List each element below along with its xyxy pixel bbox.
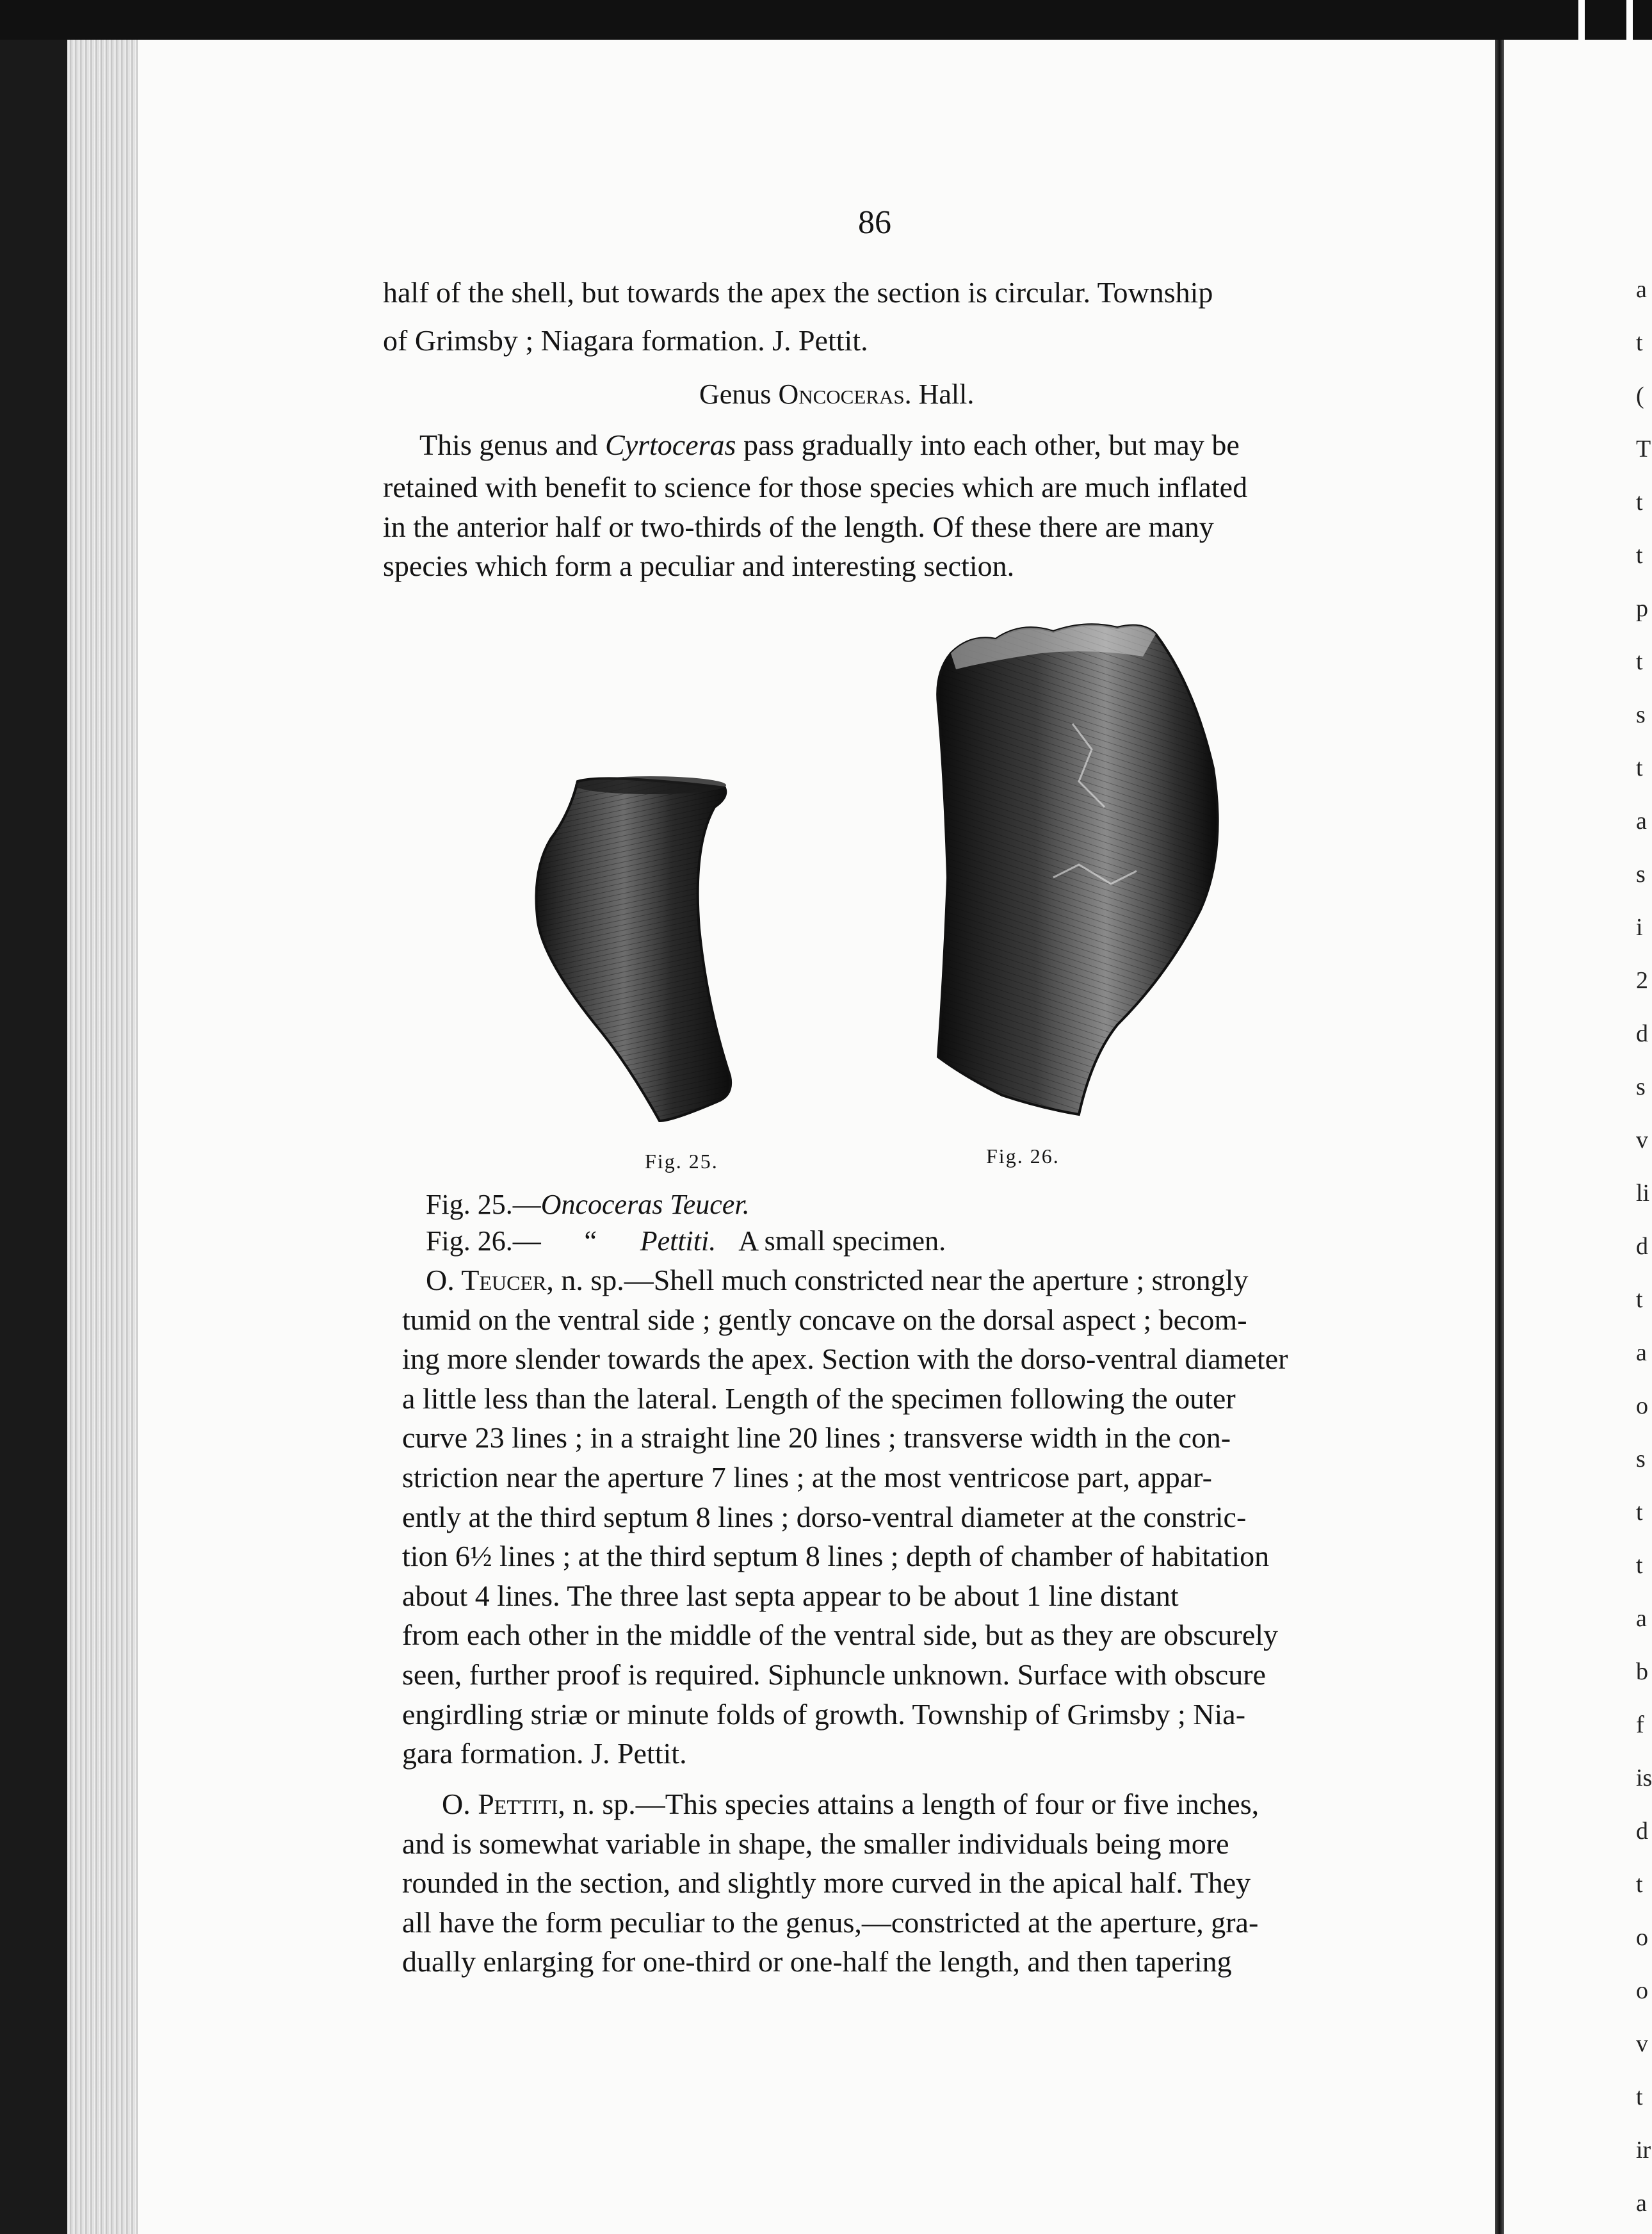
genus-heading-prefix: Genus (699, 379, 779, 410)
oncoceras-pettiti-fossil-icon (925, 608, 1239, 1121)
genus-heading-author: . Hall. (904, 379, 975, 410)
scan-edge-mark (1578, 0, 1585, 40)
text-line: striction near the aperture 7 lines ; at the most ventricose part, appar- (402, 1461, 1212, 1494)
species-name: O. Teucer (426, 1264, 547, 1296)
facing-page-fragment: t (1636, 1871, 1643, 1898)
page-stack-edge (67, 40, 138, 2234)
text-line: curve 23 lines ; in a straight line 20 lines ; transverse width in the con- (402, 1421, 1231, 1455)
text-line: all have the form peculiar to the genus,—constricted at the aperture, gra- (402, 1905, 1259, 1939)
text-line: ing more slender towards the apex. Section with the dorso-ventral diameter (402, 1342, 1288, 1376)
oncoceras-teucer-fossil-icon (525, 762, 756, 1134)
facing-page-fragment: ir (1636, 2137, 1651, 2164)
text-line: rounded in the section, and slightly more curved in the apical half. They (402, 1866, 1251, 1899)
text-line: gara formation. J. Pettit. (402, 1737, 687, 1770)
facing-page-fragment: d (1636, 1233, 1648, 1260)
facing-page-fragment: b (1636, 1658, 1648, 1685)
facing-page-fragment: i (1636, 914, 1643, 941)
text-line: ently at the third septum 8 lines ; dorso-ventral diameter at the constric- (402, 1500, 1247, 1533)
facing-page (1504, 40, 1652, 2234)
facing-page-fragment: o (1636, 1924, 1648, 1951)
book-gutter (1495, 40, 1504, 2234)
facing-page-fragment: 2 (1636, 967, 1648, 994)
text-line: from each other in the middle of the ventral side, but as they are obscurely (402, 1618, 1279, 1652)
facing-page-fragment: li (1636, 1180, 1650, 1207)
figure-explanation-25: Fig. 25.—Oncoceras Teucer. (426, 1189, 750, 1220)
facing-page-fragment: ( (1636, 382, 1644, 409)
facing-page-fragment: d (1636, 1020, 1648, 1047)
scan-top-border (0, 0, 1652, 40)
text-line: of Grimsby ; Niagara formation. J. Pettit. (383, 324, 868, 357)
facing-page-fragment: T (1636, 436, 1651, 462)
facing-page-fragment: v (1636, 2030, 1648, 2057)
genus-paragraph-line: retained with benefit to science for those species which are much inflated (383, 471, 1248, 503)
text-line: half of the shell, but towards the apex the section is circular. Township (383, 276, 1213, 309)
text-line: engirdling striæ or minute folds of growth. Township of Grimsby ; Nia- (402, 1697, 1246, 1731)
facing-page-fragment: v (1636, 1127, 1648, 1154)
facing-page-fragment: o (1636, 1977, 1648, 2004)
figure-caption: Fig. 25. (645, 1150, 718, 1173)
figure-explanation-26: Fig. 26.— “ Pettiti. A small specimen. (426, 1225, 946, 1257)
genus-heading (699, 378, 974, 411)
text-line: dually enlarging for one-third or one-half the length, and then tapering (402, 1945, 1232, 1978)
facing-page-fragment: t (1636, 489, 1643, 516)
facing-page-fragment: s (1636, 1073, 1646, 1100)
text-line: about 4 lines. The three last septa appear to be about 1 line distant (402, 1579, 1179, 1612)
facing-page-fragment: s (1636, 1446, 1646, 1472)
facing-page-fragment: a (1636, 808, 1647, 835)
text-line: seen, further proof is required. Siphuncle unknown. Surface with obscure (402, 1658, 1266, 1691)
facing-page-fragment: t (1636, 542, 1643, 569)
genus-heading-name: Oncoceras (778, 379, 905, 410)
facing-page-fragment: f (1636, 1711, 1644, 1738)
text-line: tumid on the ventral side ; gently concave on the dorsal aspect ; becom- (402, 1303, 1247, 1336)
text-line: a little less than the lateral. Length of the specimen following the outer (402, 1382, 1236, 1415)
genus-paragraph-line: in the anterior half or two-thirds of the length. Of these there are many (383, 510, 1214, 543)
figure-caption: Fig. 26. (986, 1145, 1060, 1168)
book-cover-edge (0, 40, 67, 2234)
facing-page-fragment: t (1636, 754, 1643, 781)
species-name: O. Pettiti (442, 1788, 558, 1820)
facing-page-fragment: a (1636, 1339, 1647, 1366)
text-line: and is somewhat variable in shape, the smaller individuals being more (402, 1827, 1229, 1860)
facing-page-fragment: a (1636, 276, 1647, 303)
facing-page-fragment: p (1636, 595, 1648, 622)
text-line: O. Teucer, n. sp.—Shell much constricted near the aperture ; strongly (426, 1264, 1249, 1296)
facing-page-fragment: s (1636, 861, 1646, 888)
facing-page-fragment: s (1636, 701, 1646, 728)
facing-page-fragment: a (1636, 2190, 1647, 2217)
facing-page-fragment: t (1636, 2083, 1643, 2110)
facing-page-fragment: t (1636, 1499, 1643, 1526)
scan-edge-mark (1626, 0, 1633, 40)
page-number: 86 (858, 204, 891, 241)
genus-paragraph-line: This genus and Cyrtoceras pass gradually into each other, but may be (419, 428, 1240, 461)
facing-page-fragment: is (1636, 1765, 1652, 1791)
facing-page-fragment: d (1636, 1818, 1648, 1845)
text-line: O. Pettiti, n. sp.—This species attains a length of four or five inches, (442, 1788, 1259, 1820)
facing-page-fragment: t (1636, 1552, 1643, 1579)
text-line: tion 6½ lines ; at the third septum 8 lines ; depth of chamber of habitation (402, 1540, 1270, 1573)
facing-page-fragment: t (1636, 329, 1643, 356)
facing-page-fragment: a (1636, 1605, 1647, 1632)
genus-paragraph-line: species which form a peculiar and interesting section. (383, 550, 1015, 582)
facing-page-fragment: t (1636, 648, 1643, 675)
facing-page-fragment: t (1636, 1286, 1643, 1313)
facing-page-fragment: o (1636, 1392, 1648, 1419)
